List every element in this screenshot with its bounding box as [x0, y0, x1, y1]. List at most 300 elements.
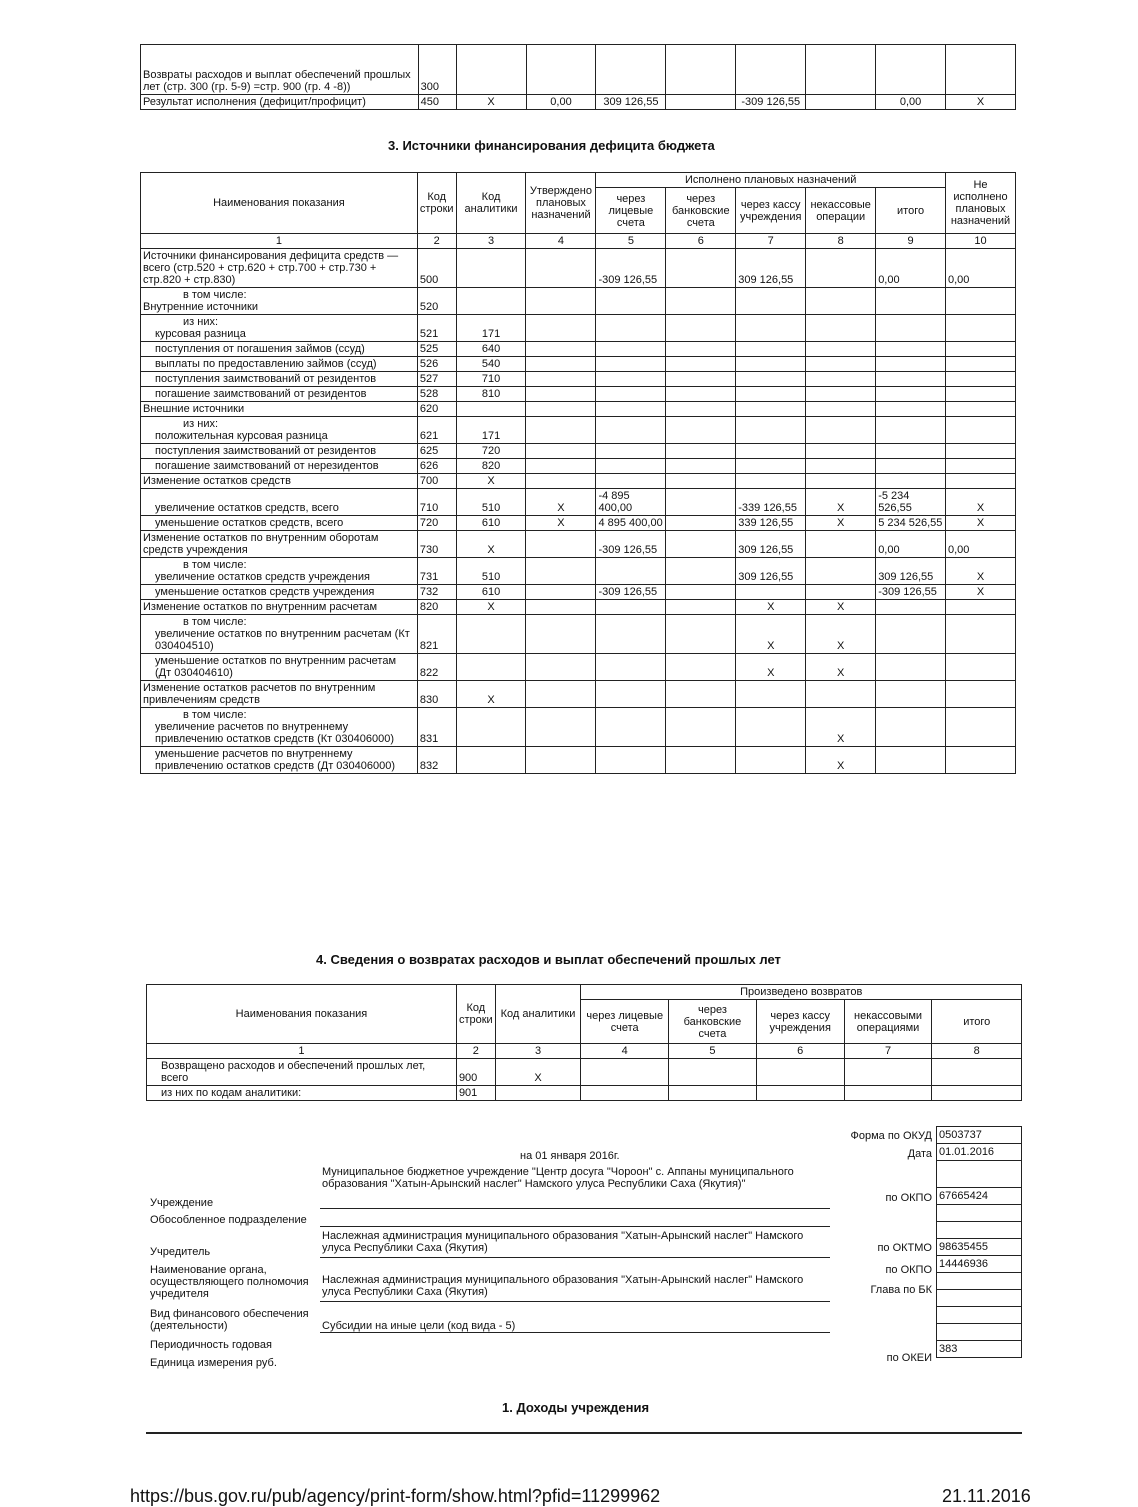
row-value: [945, 708, 1015, 747]
table-row: [141, 288, 1016, 315]
row-value: [806, 558, 876, 585]
row-value: -5 234 526,55: [876, 489, 946, 516]
row-value: [945, 357, 1015, 372]
row-code: 820: [417, 600, 456, 615]
okei-label: по ОКЕИ: [886, 1352, 932, 1364]
date-value: 01.01.2016: [936, 1144, 1022, 1161]
row-value: [945, 372, 1015, 387]
row-value: [945, 402, 1015, 417]
row-name: [141, 585, 418, 600]
row-value: [669, 1059, 757, 1086]
row-value: X: [806, 516, 876, 531]
report-date: на 01 января 2016г.: [520, 1150, 620, 1162]
institution-name: Муниципальное бюджетное учреждение "Центр досуга "Чороон" с. Аппаны муниципального образования "Хатын-Арынский наслег" Намского улуса Республики Саха (Якутия)": [322, 1166, 794, 1190]
bk-label: Глава по БК: [870, 1284, 932, 1296]
row-analytics: 510: [456, 558, 526, 585]
institution-underline: [320, 1208, 830, 1209]
row-label: уменьшение остатков средств, всего: [155, 517, 344, 529]
row-label: увеличение остатков средств учреждения: [155, 571, 370, 583]
row-value: [806, 387, 876, 402]
row-value: [666, 387, 736, 402]
table-row: [141, 45, 1016, 95]
row-label: уменьшение остатков средств учреждения: [155, 586, 375, 598]
row-value: -309 126,55: [596, 585, 666, 600]
row-value: [876, 474, 946, 489]
row-name: [141, 516, 418, 531]
row-value: [596, 444, 666, 459]
row-name: [141, 372, 418, 387]
row-value: X: [526, 516, 596, 531]
row-analytics: X: [495, 1059, 581, 1086]
row-value: [666, 402, 736, 417]
row-value: [666, 654, 736, 681]
row-value: 309 126,55: [596, 95, 666, 110]
footer-url[interactable]: https://bus.gov.ru/pub/agency/print-form/show.html?pfid=11299962: [130, 1486, 661, 1506]
blank-code-3: [936, 1222, 1022, 1239]
row-value: 4 895 400,00: [596, 516, 666, 531]
row-label: Изменение остатков по внутренним расчетам: [143, 601, 378, 613]
col-analytics-header: Код аналитики: [456, 173, 526, 234]
row-analytics: 540: [456, 357, 526, 372]
row-label: поступления заимствований от резидентов: [155, 373, 377, 385]
period-label: Периодичность годовая: [150, 1339, 272, 1351]
col-total-header: итого: [876, 188, 946, 234]
row-value: [806, 357, 876, 372]
row-code: 621: [417, 417, 456, 444]
blank-code-1: [936, 1161, 1022, 1188]
column-number: 5: [669, 1044, 757, 1059]
row-analytics: [456, 654, 526, 681]
table-row: [141, 681, 1016, 708]
row-value: [876, 681, 946, 708]
table-row: [141, 357, 1016, 372]
row-value: [666, 600, 736, 615]
table-row: [141, 747, 1016, 774]
row-value: [596, 600, 666, 615]
col-executed-header: Исполнено плановых назначений: [596, 173, 946, 188]
column-number: 5: [596, 234, 666, 249]
table-row: [141, 585, 1016, 600]
table-row: [141, 516, 1016, 531]
row-analytics: 720: [456, 444, 526, 459]
s4-col-code-header: Код строки: [456, 985, 495, 1044]
row-value: [666, 372, 736, 387]
row-code: 831: [417, 708, 456, 747]
table-row: [147, 1059, 1022, 1086]
row-value: 5 234 526,55: [876, 516, 946, 531]
row-code: 528: [417, 387, 456, 402]
row-label: курсовая разница: [155, 328, 246, 340]
table-row: [141, 95, 1016, 110]
date-label: Дата: [907, 1148, 932, 1160]
row-value: [581, 1086, 669, 1101]
row-value: X: [806, 600, 876, 615]
row-value: [736, 357, 806, 372]
row-value: [844, 1086, 932, 1101]
row-value: [526, 372, 596, 387]
row-value: [596, 708, 666, 747]
row-code: 300: [418, 45, 456, 95]
column-number: 7: [844, 1044, 932, 1059]
row-value: [666, 249, 736, 288]
row-value: [945, 342, 1015, 357]
row-name: [141, 288, 418, 315]
okud-value: 0503737: [936, 1126, 1022, 1144]
row-value: [596, 459, 666, 474]
row-value: X: [736, 654, 806, 681]
table-row: [141, 489, 1016, 516]
row-value: 0,00: [945, 249, 1015, 288]
row-analytics: 810: [456, 387, 526, 402]
row-value: [736, 444, 806, 459]
row-name: [141, 474, 418, 489]
row-value: [756, 1086, 844, 1101]
row-value: [526, 558, 596, 585]
row-value: 309 126,55: [876, 558, 946, 585]
row-label: уменьшение остатков по внутренним расчетам (Дт 030404610): [155, 655, 397, 679]
finance-label: Вид финансового обеспечения (деятельности): [150, 1308, 309, 1332]
row-label: Изменение остатков по внутренним оборотам средств учреждения: [143, 532, 379, 556]
row-value: [945, 747, 1015, 774]
s4-col-total-header: итого: [932, 1000, 1022, 1044]
s4-col-produced-header: Произведено возвратов: [581, 985, 1022, 1000]
row-analytics: 640: [456, 342, 526, 357]
row-value: [666, 489, 736, 516]
row-value: [876, 315, 946, 342]
row-value: [736, 342, 806, 357]
row-code: 821: [417, 615, 456, 654]
row-value: [806, 681, 876, 708]
row-code: 450: [418, 95, 456, 110]
row-name: Возвраты расходов и выплат обеспечений прошлых лет (стр. 300 (гр. 5-9) =стр. 900 (гр. 4 -8)): [141, 45, 419, 95]
row-analytics: X: [456, 600, 526, 615]
row-value: [666, 681, 736, 708]
row-analytics: [495, 1086, 581, 1101]
row-value: [945, 288, 1015, 315]
row-value: [526, 315, 596, 342]
row-value: X: [806, 708, 876, 747]
row-analytics: 171: [456, 315, 526, 342]
row-value: [736, 45, 806, 95]
table-row: [141, 654, 1016, 681]
row-value: [526, 600, 596, 615]
founder-underline: [320, 1257, 830, 1258]
row-value: [756, 1059, 844, 1086]
row-value: [596, 681, 666, 708]
oktmo-label: по ОКТМО: [877, 1242, 932, 1254]
row-value: [876, 417, 946, 444]
row-value: [596, 615, 666, 654]
row-value: [666, 708, 736, 747]
column-number: 1: [147, 1044, 457, 1059]
row-code: 732: [417, 585, 456, 600]
row-value: [945, 681, 1015, 708]
row-value: [945, 459, 1015, 474]
row-value: [876, 600, 946, 615]
row-value: [666, 585, 736, 600]
row-value: [876, 615, 946, 654]
table-row: [141, 444, 1016, 459]
row-label: выплаты по предоставлению займов (ссуд): [155, 358, 377, 370]
table-row: [141, 387, 1016, 402]
row-value: X: [945, 489, 1015, 516]
row-value: [876, 342, 946, 357]
okud-label: Форма по ОКУД: [850, 1130, 932, 1142]
row-value: [945, 474, 1015, 489]
finance-value: Субсидии на иные цели (код вида - 5): [322, 1320, 516, 1332]
row-value: [806, 459, 876, 474]
row-analytics: [456, 249, 526, 288]
row-value: [596, 357, 666, 372]
row-value: [666, 288, 736, 315]
section3-title: 3. Источники финансирования дефицита бюджета: [388, 138, 715, 153]
okpo2-label: по ОКПО: [885, 1264, 932, 1276]
row-value: [945, 417, 1015, 444]
col-approved-header: Утверждено плановых назначений: [526, 173, 596, 234]
col-noncash-header: некассовые операции: [806, 188, 876, 234]
finance-underline: [320, 1332, 830, 1333]
row-value: [806, 585, 876, 600]
row-value: [844, 1059, 932, 1086]
row-value: 0,00: [526, 95, 596, 110]
row-name: [141, 342, 418, 357]
row-value: [736, 315, 806, 342]
oktmo-value: 98635455: [936, 1239, 1022, 1256]
row-code: 526: [417, 357, 456, 372]
row-value: X: [945, 516, 1015, 531]
row-code: 620: [417, 402, 456, 417]
row-value: [526, 531, 596, 558]
row-analytics: [456, 288, 526, 315]
row-value: [666, 342, 736, 357]
row-label: погашение заимствований от нерезидентов: [155, 460, 379, 472]
row-code: 527: [417, 372, 456, 387]
row-label: уменьшение расчетов по внутреннему привлечению остатков средств (Дт 030406000): [155, 748, 396, 772]
row-label: Внутренние источники: [143, 301, 258, 313]
row-name: [141, 615, 418, 654]
row-value: 309 126,55: [736, 531, 806, 558]
row-value: [526, 585, 596, 600]
row-value: [581, 1059, 669, 1086]
row-value: [526, 45, 596, 95]
row-value: X: [806, 747, 876, 774]
row-analytics: X: [456, 681, 526, 708]
column-number: 6: [666, 234, 736, 249]
col-via-cash-header: через кассу учреждения: [736, 188, 806, 234]
row-value: [526, 417, 596, 444]
row-label: Источники финансирования дефицита средств — всего (стр.520 + стр.620 + стр.700 + стр.730 + стр.820 + стр.830): [143, 250, 399, 286]
bk-value: [936, 1273, 1022, 1290]
row-value: [666, 747, 736, 774]
authority-name: Наслежная администрация муниципального образования "Хатын-Арынский наслег" Намского улуса Республики Саха (Якутия): [322, 1274, 804, 1298]
row-name: [141, 708, 418, 747]
s4-col-noncash-header: некассовыми операциями: [844, 1000, 932, 1044]
row-code: 901: [456, 1086, 495, 1101]
column-number: 8: [932, 1044, 1022, 1059]
row-value: -339 126,55: [736, 489, 806, 516]
row-value: [526, 249, 596, 288]
table-row: [141, 372, 1016, 387]
row-name: [141, 249, 418, 288]
okpo2-value: 14446936: [936, 1256, 1022, 1273]
column-number: 6: [756, 1044, 844, 1059]
column-number: 4: [581, 1044, 669, 1059]
column-number: 4: [526, 234, 596, 249]
row-name: [141, 681, 418, 708]
column-number: 8: [806, 234, 876, 249]
row-value: [666, 315, 736, 342]
row-value: [596, 315, 666, 342]
row-value: [596, 558, 666, 585]
row-analytics: 610: [456, 585, 526, 600]
top-table: [140, 44, 1016, 110]
okpo-label: по ОКПО: [885, 1192, 932, 1204]
row-value: [526, 615, 596, 654]
row-value: 309 126,55: [736, 558, 806, 585]
row-label: поступления от погашения займов (ссуд): [155, 343, 365, 355]
row-code: 525: [417, 342, 456, 357]
row-value: -309 126,55: [876, 585, 946, 600]
row-value: [526, 681, 596, 708]
row-name: [141, 402, 418, 417]
row-value: [932, 1059, 1022, 1086]
row-value: X: [806, 654, 876, 681]
row-value: [945, 615, 1015, 654]
column-number: 1: [141, 234, 418, 249]
row-value: [596, 288, 666, 315]
row-value: [526, 387, 596, 402]
row-value: [666, 95, 736, 110]
row-prefix: из них:: [183, 316, 219, 328]
row-value: [666, 615, 736, 654]
row-value: [876, 747, 946, 774]
row-value: [666, 474, 736, 489]
row-value: [666, 417, 736, 444]
blank-code-5: [936, 1307, 1022, 1324]
row-value: [806, 372, 876, 387]
row-value: [876, 387, 946, 402]
row-label: Изменение остатков средств: [143, 475, 291, 487]
row-value: [736, 417, 806, 444]
row-value: -4 895 400,00: [596, 489, 666, 516]
row-value: [666, 516, 736, 531]
row-name: Возвращено расходов и обеспечений прошлых лет, всего: [147, 1059, 457, 1086]
authority-label: Наименование органа, осуществляющего полномочия учредителя: [150, 1264, 309, 1300]
section4-table: [146, 984, 1022, 1101]
row-code: 500: [417, 249, 456, 288]
row-value: [456, 45, 526, 95]
row-code: 730: [417, 531, 456, 558]
row-value: [806, 342, 876, 357]
row-value: [526, 474, 596, 489]
row-name: [141, 558, 418, 585]
row-label: увеличение расчетов по внутреннему привлечению остатков средств (Кт 030406000): [155, 721, 394, 745]
founder-label: Учредитель: [150, 1246, 211, 1258]
row-value: [669, 1086, 757, 1101]
col-code-header: Код строки: [417, 173, 456, 234]
row-value: X: [945, 558, 1015, 585]
blank-code-4: [936, 1290, 1022, 1307]
row-value: [526, 747, 596, 774]
table-row: [141, 531, 1016, 558]
row-name: [141, 444, 418, 459]
row-code: 900: [456, 1059, 495, 1086]
row-code: 832: [417, 747, 456, 774]
row-code: 720: [417, 516, 456, 531]
blank-code-6: [936, 1324, 1022, 1341]
row-analytics: X: [456, 531, 526, 558]
row-code: 521: [417, 315, 456, 342]
row-value: [806, 95, 876, 110]
unit-label: Единица измерения руб.: [150, 1357, 277, 1369]
row-value: [806, 45, 876, 95]
row-value: X: [736, 615, 806, 654]
authority-underline: [320, 1301, 830, 1302]
row-name: Результат исполнения (дефицит/профицит): [141, 95, 419, 110]
section3-table: [140, 172, 1016, 774]
row-value: [596, 45, 666, 95]
column-number: 3: [456, 234, 526, 249]
row-code: 626: [417, 459, 456, 474]
table-row: [141, 615, 1016, 654]
row-value: [596, 387, 666, 402]
row-value: 0,00: [876, 249, 946, 288]
row-label: Изменение остатков расчетов по внутренним привлечениям средств: [143, 682, 376, 706]
row-analytics: 610: [456, 516, 526, 531]
table-row: [141, 558, 1016, 585]
row-value: [932, 1086, 1022, 1101]
row-value: X: [456, 95, 526, 110]
row-value: 0,00: [876, 95, 946, 110]
row-value: [806, 315, 876, 342]
table-row: [141, 600, 1016, 615]
row-value: [666, 45, 736, 95]
row-name: [141, 387, 418, 402]
row-label: увеличение остатков средств, всего: [155, 502, 339, 514]
footer-date: 21.11.2016: [942, 1486, 1031, 1506]
row-value: [596, 654, 666, 681]
row-value: [736, 474, 806, 489]
column-number: 10: [945, 234, 1015, 249]
s4-col-name-header: Наименования показания: [147, 985, 457, 1044]
row-name: [141, 531, 418, 558]
row-value: -309 126,55: [596, 249, 666, 288]
row-value: [526, 288, 596, 315]
row-code: 710: [417, 489, 456, 516]
column-number: 3: [495, 1044, 581, 1059]
col-not-executed-header: Не исполнено плановых назначений: [945, 173, 1015, 234]
row-value: [736, 372, 806, 387]
row-prefix: из них:: [183, 418, 219, 430]
row-value: [526, 342, 596, 357]
row-value: [666, 444, 736, 459]
row-value: X: [946, 95, 1016, 110]
row-name: [141, 417, 418, 444]
column-number: 2: [456, 1044, 495, 1059]
row-name: [141, 357, 418, 372]
row-prefix: в том числе:: [183, 289, 247, 301]
row-value: [806, 288, 876, 315]
row-value: [876, 402, 946, 417]
row-value: X: [806, 615, 876, 654]
row-value: [876, 45, 946, 95]
row-label: положительная курсовая разница: [155, 430, 328, 442]
row-value: [945, 444, 1015, 459]
row-value: [596, 747, 666, 774]
row-prefix: в том числе:: [183, 616, 247, 628]
row-value: [806, 444, 876, 459]
row-value: 339 126,55: [736, 516, 806, 531]
